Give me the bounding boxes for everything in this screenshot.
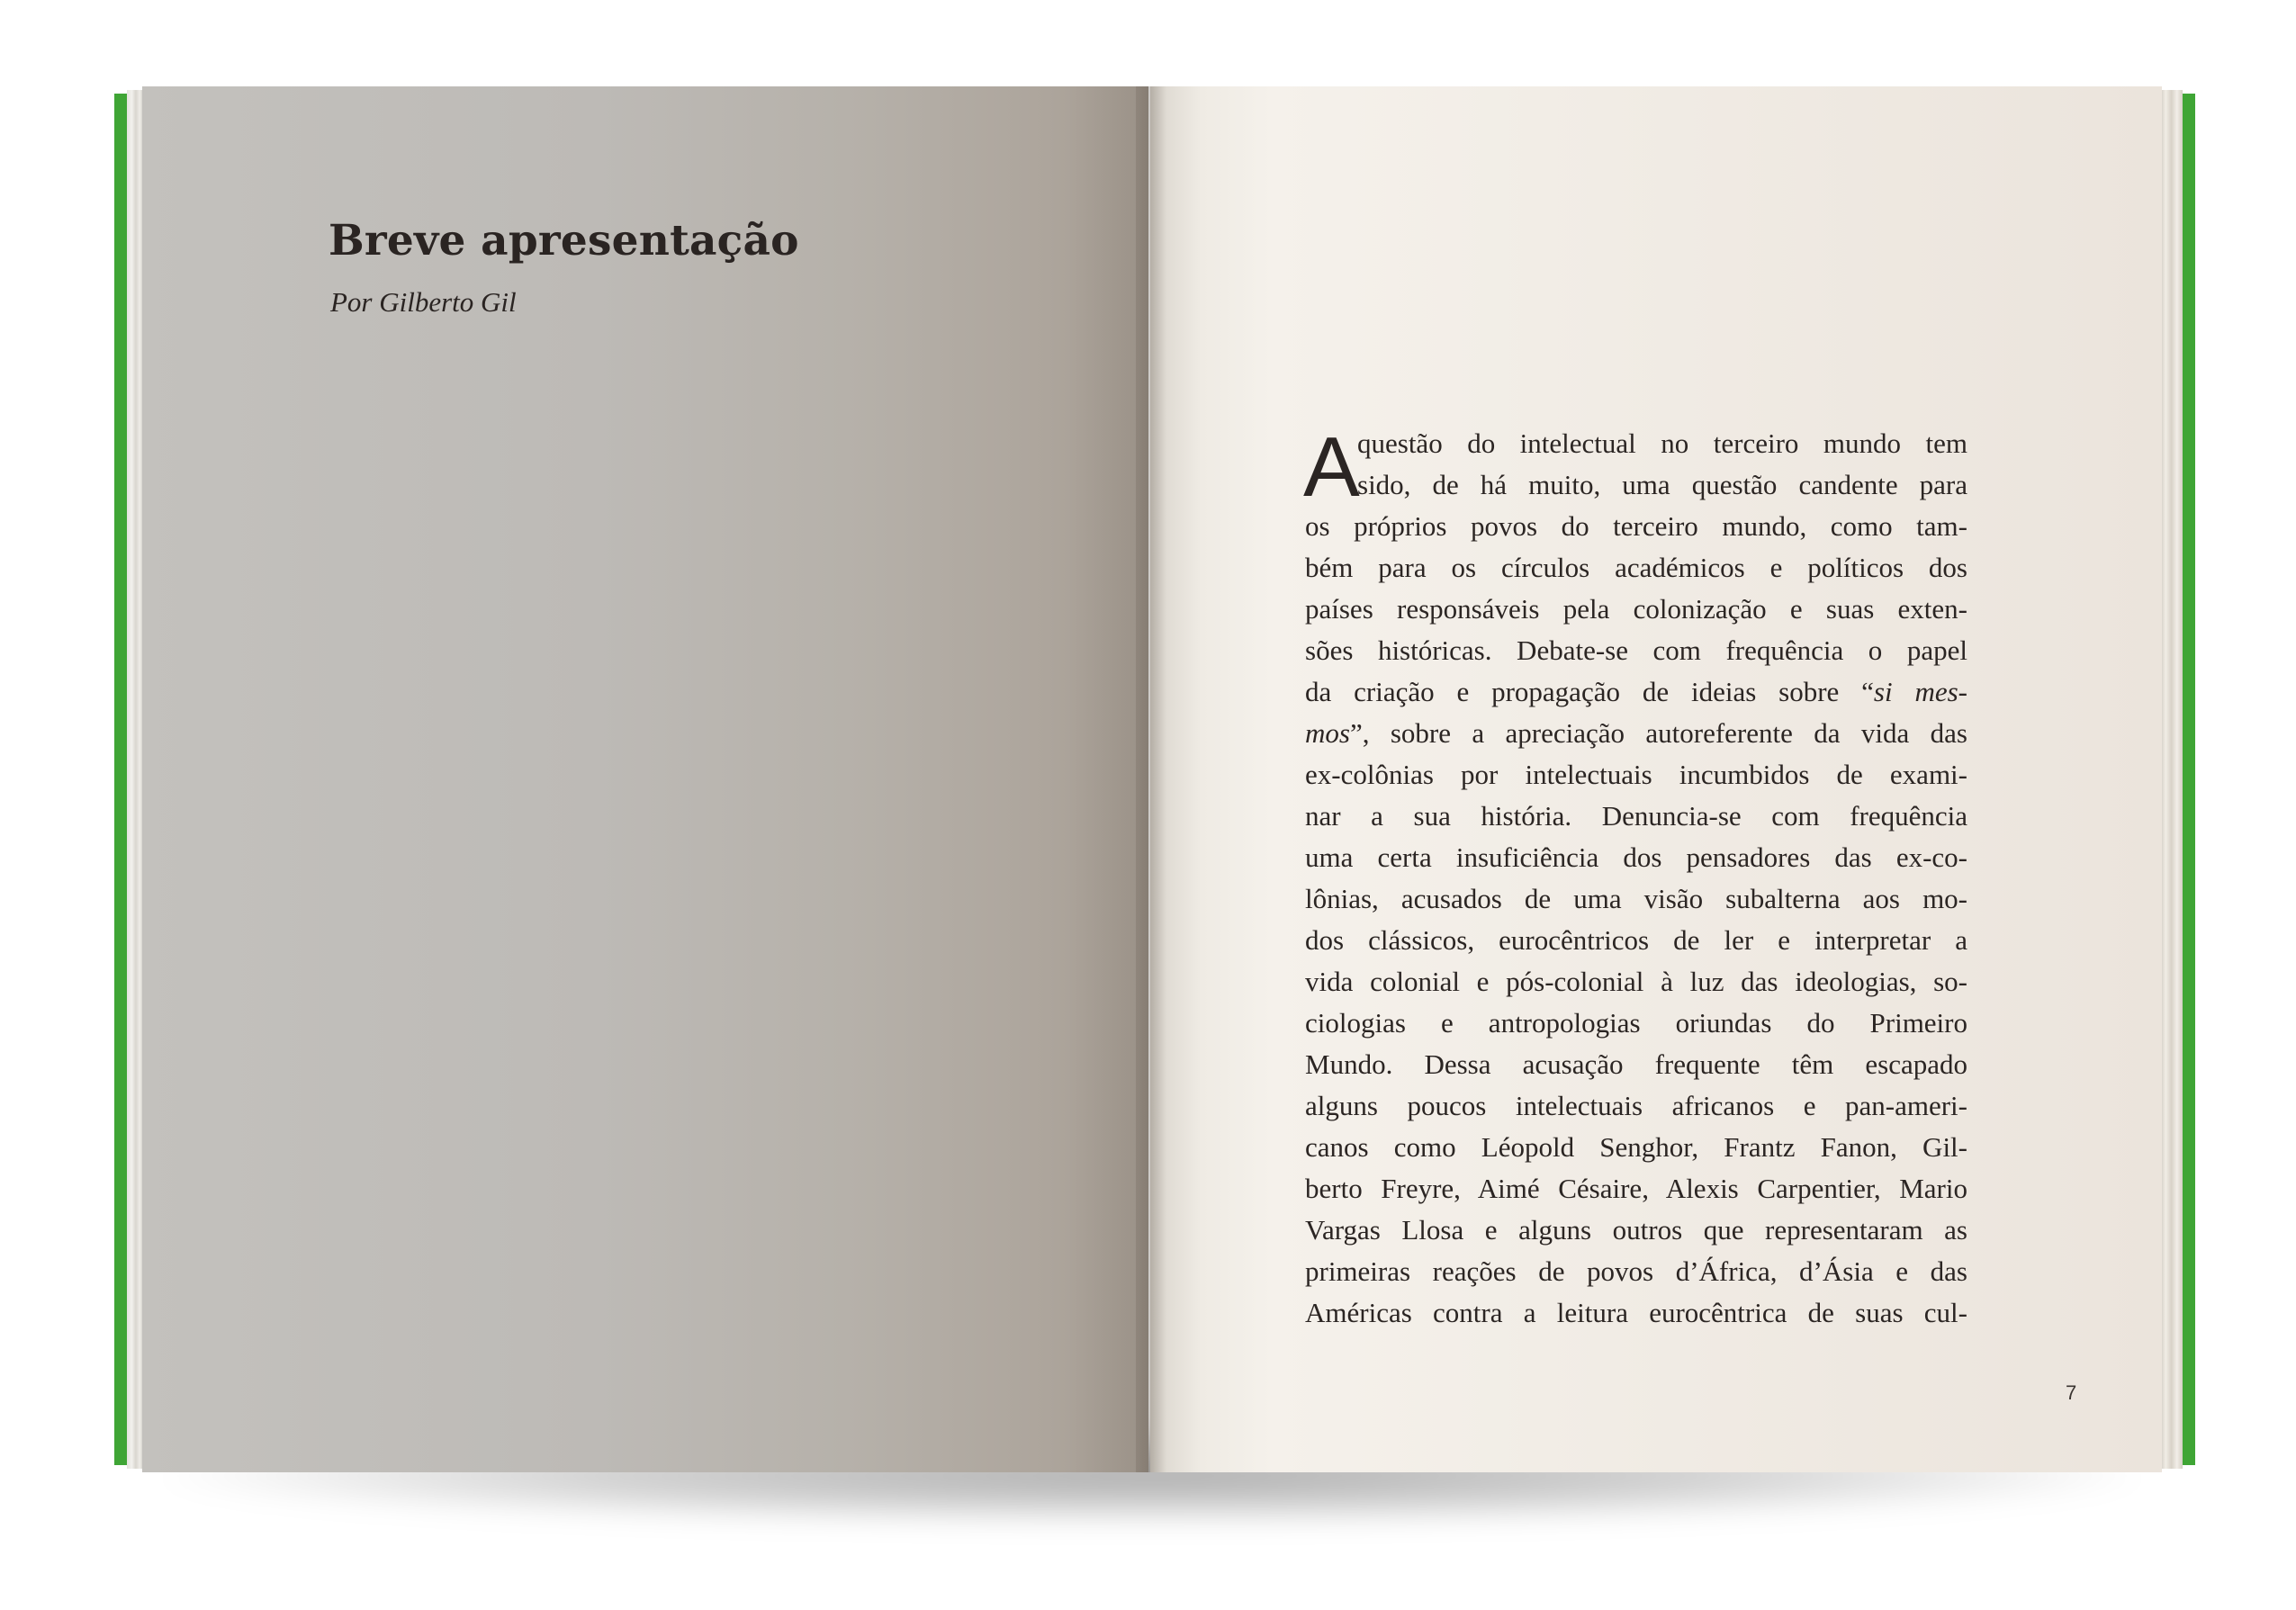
italic-segment: si mes-	[1873, 676, 1968, 707]
body-line: lônias, acusados de uma visão subalterna aos mo-	[1305, 883, 1967, 914]
body-line: ciologias e antropologias oriundas do Primeiro	[1305, 1007, 1967, 1039]
body-line: vida colonial e pós-colonial à luz das ideologias, so-	[1305, 966, 1967, 997]
body-line: Mundo. Dessa acusação frequente têm escapado	[1305, 1048, 1967, 1080]
page-number: 7	[2066, 1381, 2077, 1404]
body-line: sões históricas. Debate-se com frequência o papel	[1305, 634, 1967, 666]
body-line-segment: ”, sobre a apreciação autoreferente da vida das	[1349, 717, 1967, 749]
cover-edge-left	[114, 94, 127, 1465]
chapter-title: Breve apresentação	[329, 216, 799, 265]
body-line: os próprios povos do terceiro mundo, como tam-	[1305, 510, 1967, 542]
page-stack-right	[2160, 90, 2183, 1469]
body-line: países responsáveis pela colonização e suas exten-	[1305, 593, 1967, 625]
body-line-mixed	[1305, 671, 1967, 713]
body-line: questão do intelectual no terceiro mundo tem	[1357, 427, 1967, 459]
body-line: Américas contra a leitura eurocêntrica de suas cul-	[1305, 1297, 1967, 1328]
body-line: berto Freyre, Aimé Césaire, Alexis Carpentier, Mario	[1305, 1173, 1967, 1204]
body-line: primeiras reações de povos d’África, d’Ásia e das	[1305, 1255, 1967, 1287]
page-stack-left	[127, 90, 143, 1469]
body-line: dos clássicos, eurocêntricos de ler e interpretar a	[1305, 924, 1967, 956]
body-text	[1303, 419, 1968, 1334]
body-line: nar a sua história. Denuncia-se com frequência	[1305, 800, 1967, 832]
body-line: canos como Léopold Senghor, Frantz Fanon, Gil-	[1305, 1131, 1967, 1163]
body-line: bém para os círculos académicos e políticos dos	[1305, 552, 1967, 583]
chapter-author: Por Gilberto Gil	[330, 286, 517, 318]
body-line: sido, de há muito, uma questão candente para	[1357, 469, 1967, 500]
body-line-segment: da criação e propagação de ideias sobre “	[1305, 676, 1874, 707]
body-line: ex-colônias por intelectuais incumbidos de exami-	[1305, 759, 1967, 790]
body-line-mixed	[1305, 713, 1967, 754]
body-line: alguns poucos intelectuais africanos e pan-ameri-	[1305, 1090, 1967, 1121]
body-line: uma certa insuficiência dos pensadores das ex-co-	[1305, 841, 1967, 873]
left-page	[142, 86, 1148, 1472]
body-line: Vargas Llosa e alguns outros que representaram as	[1305, 1214, 1967, 1246]
drop-cap: A	[1303, 419, 1360, 514]
book-gutter	[1136, 86, 1166, 1472]
cover-edge-right	[2183, 94, 2195, 1465]
italic-segment: mos	[1305, 717, 1350, 749]
